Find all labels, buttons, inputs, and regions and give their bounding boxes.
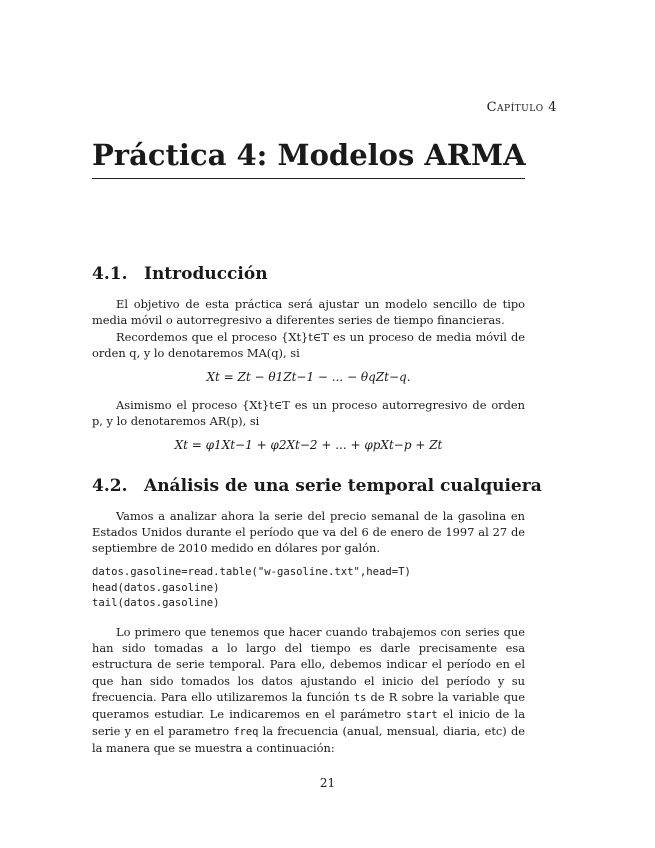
section-title: Introducción <box>144 264 268 284</box>
chapter-title: Práctica 4: Modelos ARMA <box>92 138 526 172</box>
section-title: Análisis de una serie temporal cualquiera <box>144 476 542 496</box>
paragraph: Vamos a analizar ahora la serie del precio semanal de la gasolina en Estados Unidos durante el período que va del 6 de enero de 1997 al 27 de septiembre de 2010 medido en dólares por galón. <box>92 509 525 556</box>
equation-ar: Xt = φ1Xt−1 + φ2Xt−2 + ... + φpXt−p + Zt <box>174 438 443 452</box>
section-number: 4.2. <box>92 476 128 496</box>
title-rule <box>92 178 525 179</box>
paragraph: Lo primero que tenemos que hacer cuando trabajemos con series que han sido tomadas a lo largo del tiempo es darle precisamente esa estructura de serie temporal. Para ello, debemos indicar el período en el que han sido tomados los datos ajustando el inicio del período y su frecuencia. Para ello utilizaremos la función ts de R sobre la variable que queramos estudiar. Le indicaremos en el parámetro start el inicio de la serie y en el parametro freq la frecuencia (anual, mensual, diaria, etc) de la manera que se muestra a continuación: <box>92 625 526 756</box>
code-line: datos.gasoline=read.table("w-gasoline.txt",head=T) <box>92 566 411 578</box>
chapter-label: Capítulo 4 <box>486 100 557 115</box>
section-heading-analisis <box>92 476 542 496</box>
equation-ma: Xt = Zt − θ1Zt−1 − ... − θqZt−q. <box>206 370 411 384</box>
code-block <box>92 565 411 612</box>
paragraph: Recordemos que el proceso {Xt}t∈T es un proceso de media móvil de orden q, y lo denotaremos MA(q), si <box>92 330 525 361</box>
paragraph: El objetivo de esta práctica será ajustar un modelo sencillo de tipo media móvil o autorregresivo a diferentes series de tiempo financieras. <box>92 297 525 328</box>
section-number: 4.1. <box>92 264 128 284</box>
paragraph: Asimismo el proceso {Xt}t∈T es un proceso autorregresivo de orden p, y lo denotaremos AR(p), si <box>92 398 525 429</box>
inline-code: ts <box>353 691 367 704</box>
inline-code: freq <box>233 726 259 739</box>
code-line: head(datos.gasoline) <box>92 581 220 594</box>
page-number: 21 <box>319 776 336 790</box>
section-heading-introduccion <box>92 264 268 284</box>
inline-code: start <box>406 709 438 722</box>
code-line: tail(datos.gasoline) <box>92 597 220 609</box>
